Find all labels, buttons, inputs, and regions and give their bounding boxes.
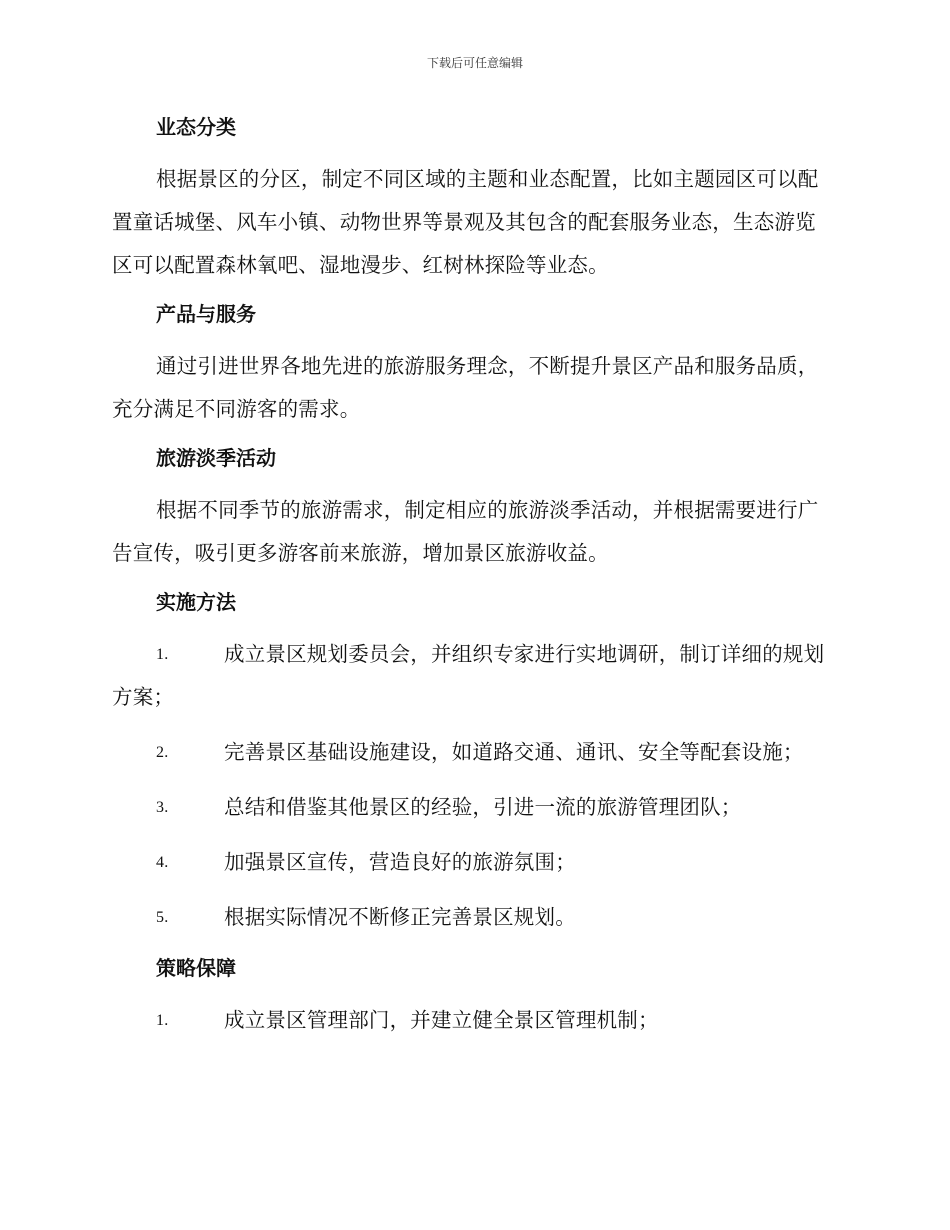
- list-item: [112, 786, 834, 829]
- section-heading-products-services: 产品与服务: [156, 302, 256, 326]
- list-item-text: 加强景区宣传，营造良好的旅游氛围；: [224, 850, 576, 874]
- list-item: [112, 896, 834, 939]
- section-paragraph: 根据不同季节的旅游需求，制定相应的旅游淡季活动，并根据需要进行广告宣传，吸引更多游客前来旅游，增加景区旅游收益。: [112, 498, 819, 565]
- list-item: [112, 841, 834, 884]
- section-paragraph: 通过引进世界各地先进的旅游服务理念，不断提升景区产品和服务品质，充分满足不同游客的需求。: [112, 354, 819, 421]
- section-paragraph: 根据景区的分区，制定不同区域的主题和业态配置，比如主题园区可以配置童话城堡、风车小镇、动物世界等景观及其包含的配套服务业态，生态游览区可以配置森林氧吧、湿地漫步、红树林探险等业态。: [112, 167, 819, 277]
- section-heading-implementation: 实施方法: [156, 590, 236, 614]
- document-body: [112, 110, 834, 1054]
- list-item-text: 根据实际情况不断修正完善景区规划。: [224, 905, 576, 929]
- list-item: [112, 633, 834, 719]
- list-item: [112, 999, 834, 1042]
- section-heading-business-type: 业态分类: [156, 115, 236, 139]
- section-heading-off-season: 旅游淡季活动: [156, 446, 276, 470]
- list-item-number: 2.: [156, 744, 169, 761]
- list-item-text: 成立景区管理部门，并建立健全景区管理机制；: [224, 1008, 659, 1032]
- list-item-number: 5.: [156, 909, 169, 926]
- page-header: 下载后可任意编辑: [426, 56, 523, 70]
- list-item-number: 4.: [156, 854, 169, 871]
- list-item: [112, 731, 834, 774]
- section-heading-strategy-guarantee: 策略保障: [156, 956, 236, 980]
- list-item-number: 1.: [156, 1012, 169, 1029]
- list-item-text: 完善景区基础设施建设，如道路交通、通讯、安全等配套设施；: [224, 740, 804, 764]
- list-item-number: 3.: [156, 799, 169, 816]
- list-item-text: 成立景区规划委员会，并组织专家进行实地调研，制订详细的规划方案；: [112, 642, 825, 709]
- list-item-text: 总结和借鉴其他景区的经验，引进一流的旅游管理团队；: [224, 795, 742, 819]
- list-item-number: 1.: [156, 646, 169, 663]
